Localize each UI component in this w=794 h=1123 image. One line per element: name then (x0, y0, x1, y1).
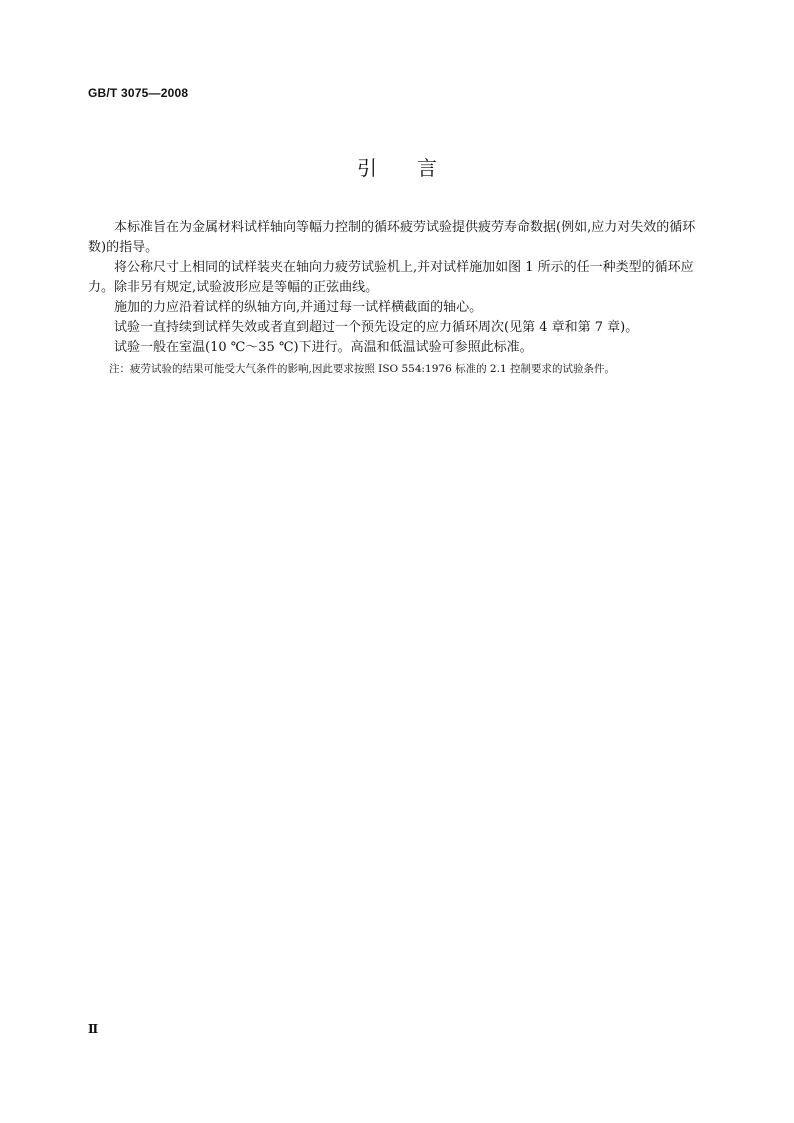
paragraph-duration: 试验一直持续到试样失效或者直到超过一个预先设定的应力循环周次(见第 4 章和第 7 章)。 (114, 320, 639, 335)
note-text: 注：疲劳试验的结果可能受大气条件的影响,因此要求按照 ISO 554:1976 标准的 2.1 控制要求的试验条件。 (109, 363, 615, 375)
introduction-body (88, 218, 708, 378)
paragraph-force-axis: 施加的力应沿着试样的纵轴方向,并通过每一试样横截面的轴心。 (114, 300, 483, 315)
paragraph-temperature: 试验一般在室温(10 ℃～35 ℃)下进行。高温和低温试验可参照此标准。 (114, 340, 533, 355)
paragraph-loading: 将公称尺寸上相同的试样装夹在轴向力疲劳试验机上,并对试样施加如图 1 所示的任一种类型的循环应力。除非另有规定,试验波形应是等幅的正弦曲线。 (88, 260, 694, 295)
paragraph-purpose: 本标准旨在为金属材料试样轴向等幅力控制的循环疲劳试验提供疲劳寿命数据(例如,应力对失效的循环数)的指导。 (88, 220, 696, 255)
page-number: Ⅱ (88, 1022, 99, 1036)
page-title: 引言 (357, 156, 477, 180)
standard-code: GB/T 3075—2008 (88, 86, 189, 100)
